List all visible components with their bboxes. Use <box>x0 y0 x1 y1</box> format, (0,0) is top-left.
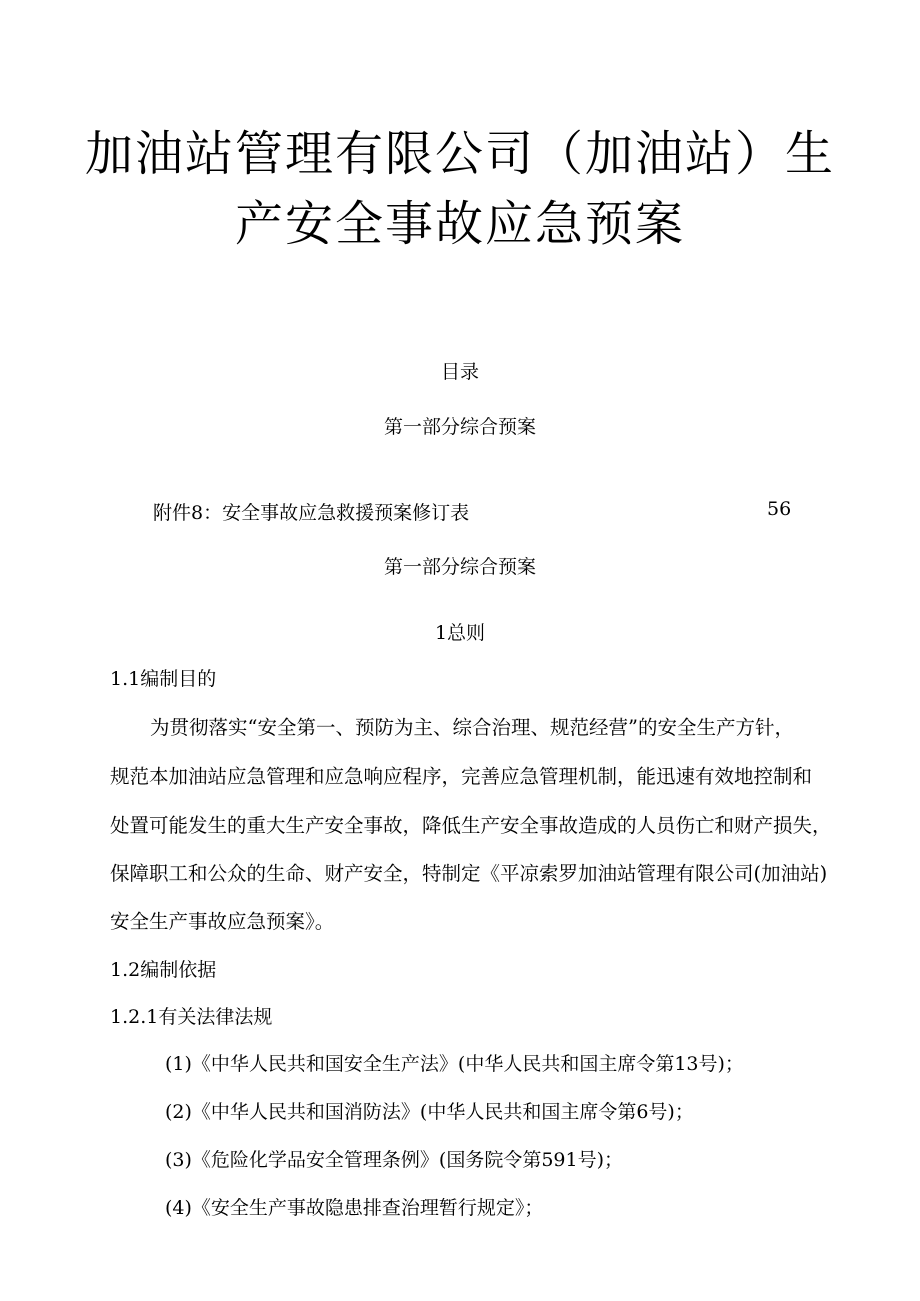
paragraph-line: 规范本加油站应急管理和应急响应程序，完善应急管理机制，能迅速有效地控制和 <box>110 765 813 788</box>
paragraph-line: 为贯彻落实“安全第一、预防为主、综合治理、规范经营”的安全生产方针， <box>150 716 794 739</box>
toc-entry-page: 56 <box>767 498 792 520</box>
part-heading: 第一部分综合预案 <box>383 556 536 578</box>
toc-heading: 目录 <box>440 361 479 383</box>
toc-entry-label: 附件8：安全事故应急救援预案修订表 <box>153 502 470 524</box>
document-title-line-2: 产安全事故应急预案 <box>234 196 685 252</box>
document-title-line-1: 加油站管理有限公司（加油站）生 <box>84 126 835 182</box>
paragraph-line: 处置可能发生的重大生产安全事故，降低生产安全事故造成的人员伤亡和财产损失， <box>110 814 832 837</box>
law-list-item: (2)《中华人民共和国消防法》(中华人民共和国主席令第6号)； <box>165 1101 694 1123</box>
section-1-2-1-heading: 1.2.1有关法律法规 <box>110 1006 273 1028</box>
toc-part-1: 第一部分综合预案 <box>383 416 536 438</box>
law-list-item: (3)《危险化学品安全管理条例》(国务院令第591号)； <box>165 1149 624 1171</box>
law-list-item: (1)《中华人民共和国安全生产法》(中华人民共和国主席令第13号)； <box>165 1053 744 1075</box>
law-list-item: (4)《安全生产事故隐患排查治理暂行规定》； <box>165 1197 544 1219</box>
chapter-heading: 1总则 <box>434 622 486 644</box>
paragraph-line: 保障职工和公众的生命、财产安全，特制定《平凉索罗加油站管理有限公司(加油站) <box>110 862 828 885</box>
section-1-2-heading: 1.2编制依据 <box>110 959 217 981</box>
section-1-1-heading: 1.1编制目的 <box>110 668 217 690</box>
paragraph-line: 安全生产事故应急预案》。 <box>110 910 335 933</box>
